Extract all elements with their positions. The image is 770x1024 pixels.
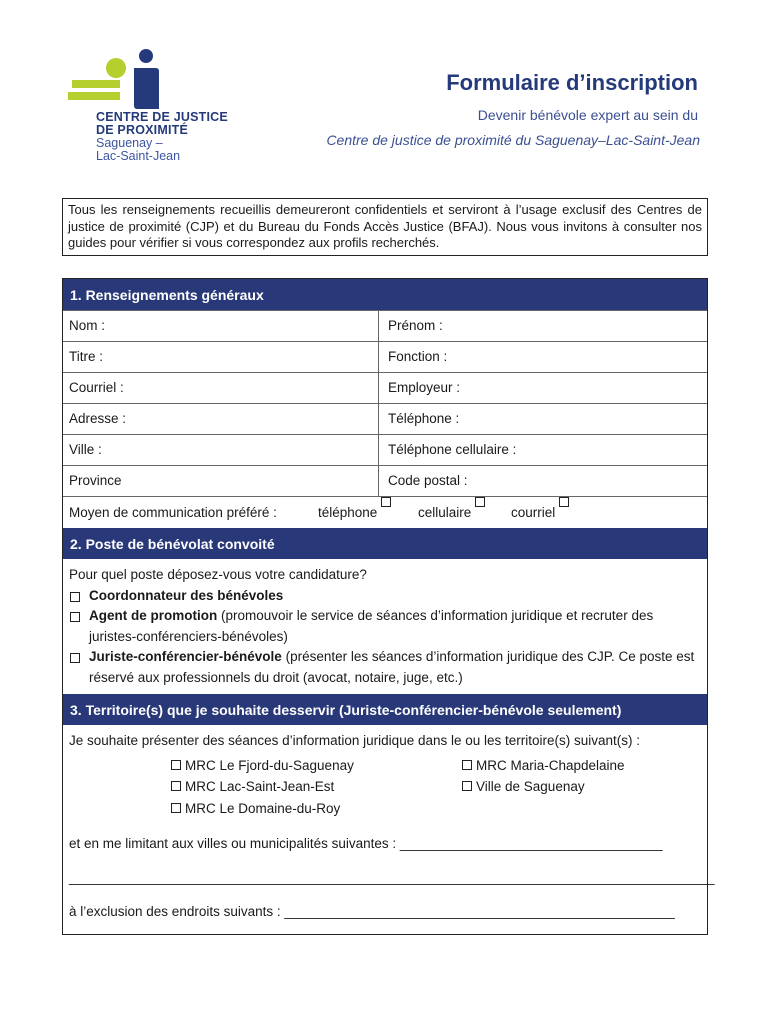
checkbox-icon[interactable] xyxy=(70,653,80,663)
position-option-agent-promotion[interactable] xyxy=(69,606,700,647)
position-option-juriste[interactable] xyxy=(69,647,700,688)
logo-text xyxy=(96,111,228,163)
logo-line-1: CENTRE DE JUSTICE xyxy=(96,110,228,124)
field-telephone-cellulaire[interactable]: Téléphone cellulaire : xyxy=(388,442,517,457)
comm-option-label: courriel xyxy=(511,505,556,520)
field-telephone[interactable]: Téléphone : xyxy=(388,411,460,426)
confidentiality-notice: Tous les renseignements recueillis demeureront confidentiels et serviront à l’usage exclusif des Centres de justice de proximité (CJP) et du Bureau du Fonds Accès Justice (BFAJ). Nous vous invitons à consulter nos guides pour vérifier si vous correspondez aux profils recherchés. xyxy=(62,198,708,256)
field-code-postal[interactable]: Code postal : xyxy=(388,473,468,488)
section-3-intro-wrap xyxy=(63,725,707,754)
option-title: Coordonnateur des bénévoles xyxy=(89,587,284,603)
field-adresse[interactable]: Adresse : xyxy=(63,404,379,434)
limit-cities-field[interactable]: et en me limitant aux villes ou municipalités suivantes : ___________________________________ xyxy=(69,835,663,851)
checkbox-icon[interactable] xyxy=(70,592,80,602)
checkbox-icon[interactable] xyxy=(559,497,569,507)
logo-figure-head-lime xyxy=(106,58,126,78)
logo-figure-head-blue xyxy=(139,49,153,63)
section-3-heading: 3. Territoire(s) que je souhaite desservir (Juriste-conférencier-bénévole seulement) xyxy=(63,694,707,725)
field-fonction[interactable]: Fonction : xyxy=(388,349,448,364)
option-title: Juriste-conférencier-bénévole xyxy=(89,649,282,664)
logo-line-4: Lac-Saint-Jean xyxy=(96,149,181,163)
field-prenom[interactable]: Prénom : xyxy=(388,318,443,333)
position-option-coordonnateur[interactable] xyxy=(69,586,700,607)
field-courriel[interactable]: Courriel : xyxy=(63,373,379,403)
checkbox-icon[interactable] xyxy=(381,497,391,507)
territory-label: MRC Lac-Saint-Jean-Est xyxy=(185,778,335,794)
communication-preference-row xyxy=(63,496,707,528)
territory-option[interactable] xyxy=(171,777,334,797)
checkbox-icon[interactable] xyxy=(171,781,181,791)
field-employeur[interactable]: Employeur : xyxy=(388,380,461,395)
comm-option-cellulaire[interactable] xyxy=(418,497,471,528)
limit-cities-continuation-line[interactable]: ______________________________________________________________________________________ xyxy=(69,869,715,885)
field-province[interactable]: Province xyxy=(63,466,379,496)
section-1-heading: 1. Renseignements généraux xyxy=(63,279,707,310)
logo-figure-body-blue xyxy=(134,68,159,109)
logo-figure-body-lime xyxy=(68,80,120,100)
checkbox-icon[interactable] xyxy=(462,760,472,770)
form-row xyxy=(63,465,707,496)
territory-option[interactable] xyxy=(171,799,340,819)
communication-label: Moyen de communication préféré : xyxy=(69,505,277,520)
comm-option-courriel[interactable] xyxy=(511,497,555,528)
option-description: (promouvoir le service de séances d’information juridique et recruter des juristes-conférenciers-bénévoles) xyxy=(89,608,654,644)
page-subtitle: Devenir bénévole expert au sein du xyxy=(477,107,698,123)
territory-intro: Je souhaite présenter des séances d’information juridique dans le ou les territoire(s) suivant(s) : xyxy=(69,733,641,748)
checkbox-icon[interactable] xyxy=(171,760,181,770)
field-ville[interactable]: Ville : xyxy=(63,435,379,465)
logo-line-3: Saguenay – xyxy=(96,136,163,150)
form-row xyxy=(63,341,707,372)
territory-option[interactable] xyxy=(462,756,625,776)
checkbox-icon[interactable] xyxy=(462,781,472,791)
territory-label: Ville de Saguenay xyxy=(476,778,585,794)
exclusion-field[interactable]: à l’exclusion des endroits suivants : ____________________________________________________ xyxy=(69,903,675,919)
form-row xyxy=(63,310,707,341)
form-row xyxy=(63,434,707,465)
field-titre[interactable]: Titre : xyxy=(63,342,379,372)
page-subtitle-organization: Centre de justice de proximité du Saguenay–Lac-Saint-Jean xyxy=(326,132,700,148)
checkbox-icon[interactable] xyxy=(171,803,181,813)
territory-option[interactable] xyxy=(171,756,354,776)
registration-form xyxy=(62,278,715,935)
territory-label: MRC Le Fjord-du-Saguenay xyxy=(185,757,354,773)
option-title: Agent de promotion xyxy=(89,608,218,623)
checkbox-icon[interactable] xyxy=(70,612,80,622)
form-row xyxy=(63,372,707,403)
section-2-body xyxy=(63,559,707,694)
territory-label: MRC Maria-Chapdelaine xyxy=(476,757,625,773)
logo-line-2: DE PROXIMITÉ xyxy=(96,123,188,137)
comm-option-telephone[interactable] xyxy=(318,497,377,528)
page-title: Formulaire d’inscription xyxy=(446,70,698,95)
territory-option[interactable] xyxy=(462,777,585,797)
territory-label: MRC Le Domaine-du-Roy xyxy=(185,800,341,816)
option-description: (présenter les séances d’information juridique des CJP. Ce poste est réservé aux professionnels du droit (avocat, notaire, juge, etc.) xyxy=(89,649,695,685)
comm-option-label: téléphone xyxy=(318,505,378,520)
section-2-heading: 2. Poste de bénévolat convoité xyxy=(63,528,707,559)
comm-option-label: cellulaire xyxy=(418,505,472,520)
field-nom[interactable]: Nom : xyxy=(63,311,379,341)
form-row xyxy=(63,403,707,434)
position-question: Pour quel poste déposez-vous votre candidature? xyxy=(69,567,367,582)
territory-options xyxy=(63,754,707,818)
checkbox-icon[interactable] xyxy=(475,497,485,507)
